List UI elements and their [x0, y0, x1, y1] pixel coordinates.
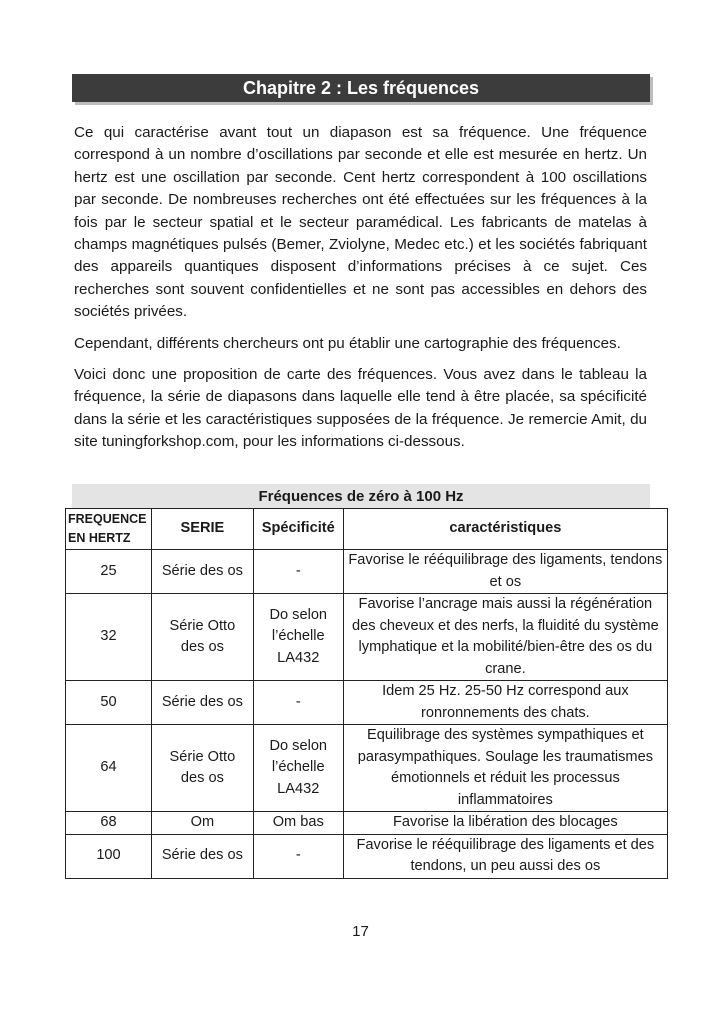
cell-caracteristiques: Favorise la libération des blocages	[343, 812, 667, 835]
cell-frequency: 100	[66, 834, 152, 878]
table-header-row	[66, 509, 668, 550]
frequency-table	[65, 508, 668, 879]
cell-caracteristiques: Favorise le rééquilibrage des ligaments, tendons et os	[343, 550, 667, 594]
cell-serie: Om	[151, 812, 253, 835]
cell-frequency: 25	[66, 550, 152, 594]
paragraph-intro: Ce qui caractérise avant tout un diapason est sa fréquence. Une fréquence correspond à un nombre d’oscillations par seconde et elle est mesurée en hertz. Un hertz est une oscillation par seconde. Cent hertz correspondent à 100 oscillations par seconde. De nombreuses recherches ont été effectuées sur les fréquences à la fois par le secteur spatial et le secteur paramédical. Les fabricants de matelas à champs magnétiques pulsés (Bemer, Zviolyne, Medec etc.) et les sociétés fabriquant des appareils quantiques disposent d’informations précises à ce sujet. Ces recherches sont souvent confidentielles et ne sont pas accessibles en dehors des sociétés privées.	[74, 124, 647, 321]
cell-serie: Série des os	[151, 834, 253, 878]
cell-specificite: Om bas	[253, 812, 343, 835]
page-number: 17	[352, 923, 369, 940]
cell-serie: Série Otto des os	[151, 594, 253, 681]
chapter-title: Chapitre 2 : Les fréquences	[72, 74, 650, 102]
header-frequency	[66, 509, 152, 550]
cell-specificite: -	[253, 550, 343, 594]
cell-caracteristiques: Favorise le rééquilibrage des ligaments et des tendons, un peu aussi des os	[343, 834, 667, 878]
body-text	[74, 122, 647, 463]
table-caption: Fréquences de zéro à 100 Hz	[72, 484, 650, 508]
cell-specificite: -	[253, 834, 343, 878]
cell-specificite: Do selon l’échelle LA432	[253, 725, 343, 812]
table-row	[66, 681, 668, 725]
paragraph-cartography: Cependant, différents chercheurs ont pu établir une cartographie des fréquences.	[74, 334, 621, 352]
table-row	[66, 594, 668, 681]
cell-serie: Série des os	[151, 550, 253, 594]
cell-frequency: 50	[66, 681, 152, 725]
header-caracteristiques: caractéristiques	[343, 509, 667, 550]
header-frequency-line2: EN HERTZ	[68, 531, 131, 545]
cell-specificite: Do selon l’échelle LA432	[253, 594, 343, 681]
cell-caracteristiques: Idem 25 Hz. 25-50 Hz correspond aux ronronnements des chats.	[343, 681, 667, 725]
cell-serie: Série des os	[151, 681, 253, 725]
cell-frequency: 32	[66, 594, 152, 681]
cell-caracteristiques: Favorise l’ancrage mais aussi la régénération des cheveux et des nerfs, la fluidité du système lymphatique et la mobilité/bien-être des os du crane.	[343, 594, 667, 681]
table-row	[66, 812, 668, 835]
paragraph-table-intro: Voici donc une proposition de carte des fréquences. Vous avez dans le tableau la fréquence, la série de diapasons dans laquelle elle tend à être placée, sa spécificité dans la série et les caractéristiques supposées de la fréquence. Je remercie Amit, du site tuningforkshop.com, pour les informations ci-dessous.	[74, 366, 647, 451]
header-specificite: Spécificité	[253, 509, 343, 550]
cell-frequency: 64	[66, 725, 152, 812]
cell-frequency: 68	[66, 812, 152, 835]
header-serie: SERIE	[151, 509, 253, 550]
table-row	[66, 725, 668, 812]
cell-specificite: -	[253, 681, 343, 725]
cell-caracteristiques: Equilibrage des systèmes sympathiques et parasympathiques. Soulage les traumatismes émotionnels et réduit les processus inflammatoires	[343, 725, 667, 812]
table-row	[66, 834, 668, 878]
header-frequency-line1: FREQUENCE	[68, 512, 147, 526]
cell-serie: Série Otto des os	[151, 725, 253, 812]
table-row	[66, 550, 668, 594]
